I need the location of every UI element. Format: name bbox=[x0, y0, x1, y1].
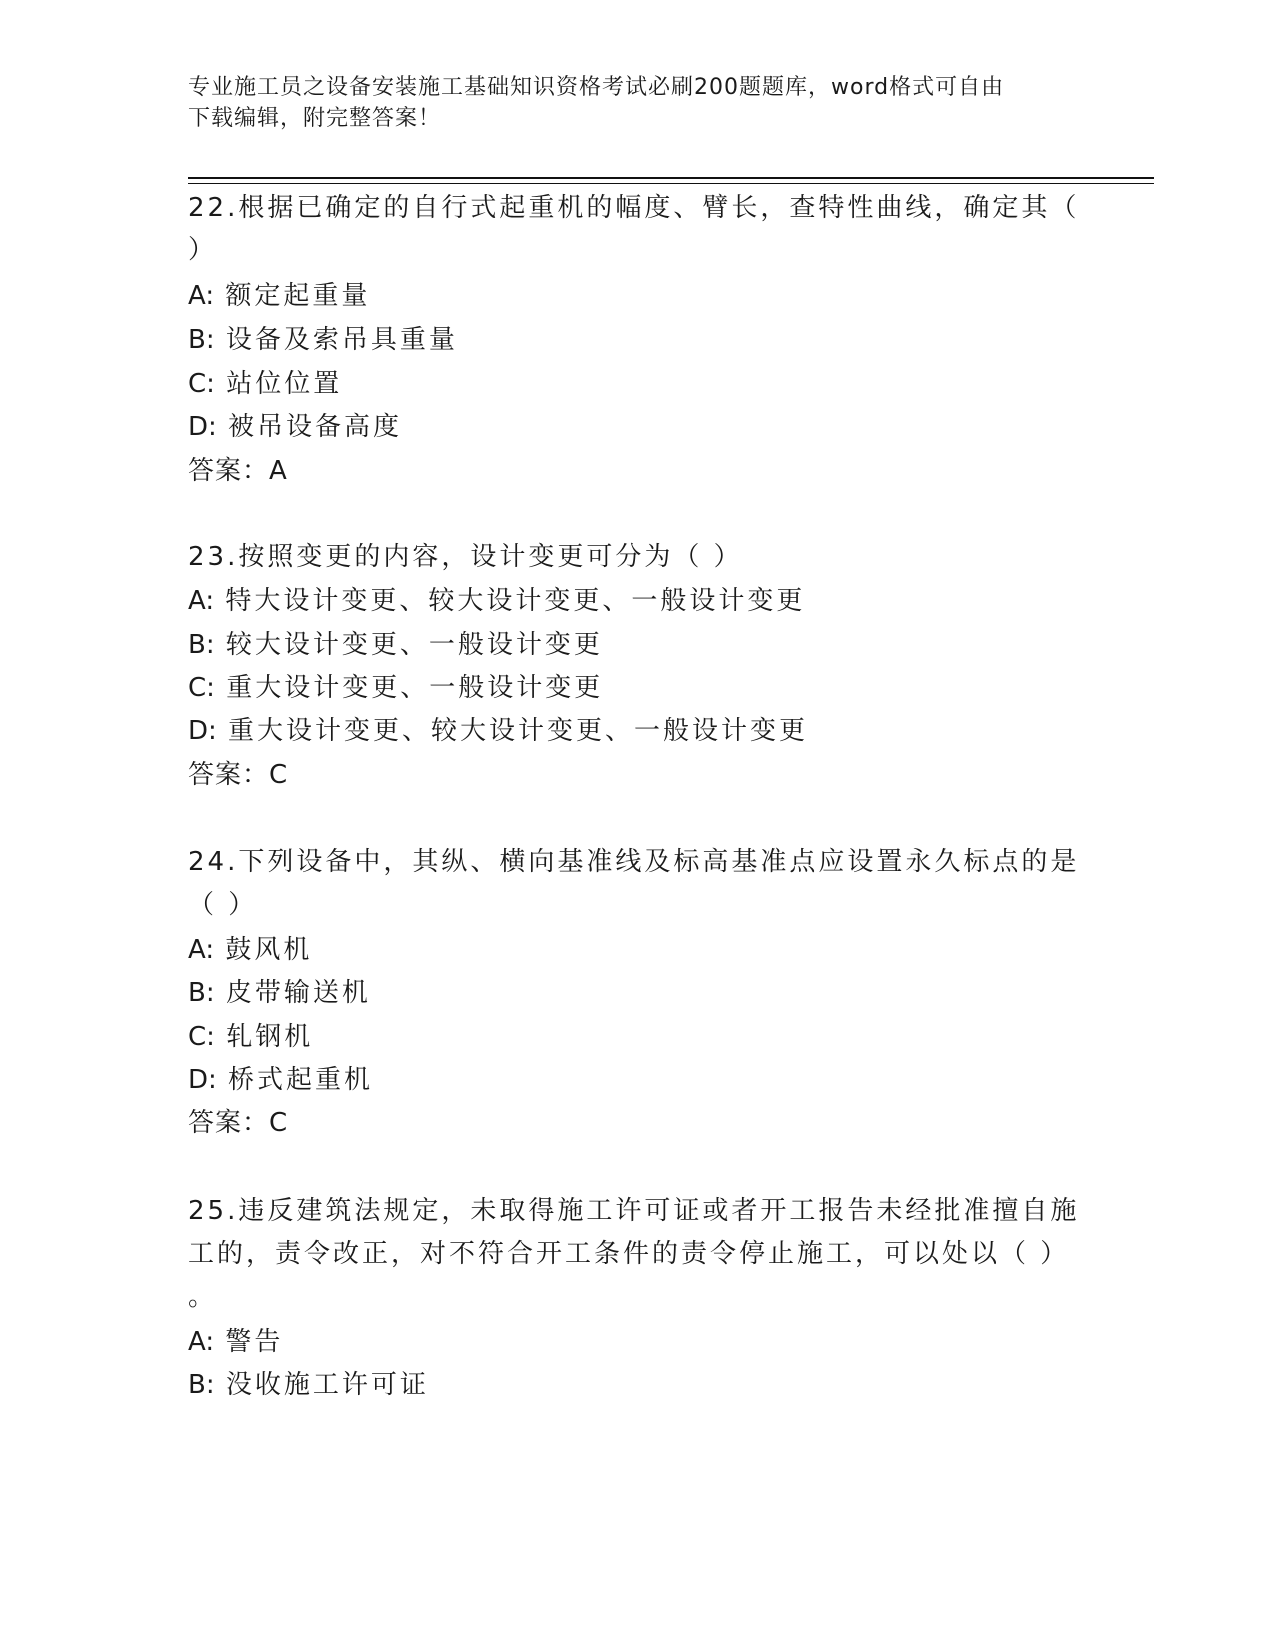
question-22-option-b bbox=[188, 324, 458, 356]
question-23-option-b bbox=[188, 629, 603, 661]
question-24-stem-line-1: 24.下列设备中，其纵、横向基准线及标高基准点应设置永久标点的是 bbox=[188, 847, 1080, 877]
document-header bbox=[188, 72, 1088, 134]
option-text: 额定起重量 bbox=[225, 281, 371, 311]
question-24-option-c bbox=[188, 1021, 313, 1053]
option-text: 没收施工许可证 bbox=[225, 1370, 429, 1400]
option-label: B: bbox=[188, 325, 215, 355]
question-22-stem-line-2: ） bbox=[188, 235, 218, 265]
option-label: C: bbox=[188, 369, 215, 399]
question-25-stem-line-1: 25.违反建筑法规定，未取得施工许可证或者开工报告未经批准擅自施 bbox=[188, 1196, 1080, 1226]
question-23-answer: 答案：C bbox=[188, 760, 289, 790]
option-label: D: bbox=[188, 716, 217, 746]
option-text: 警告 bbox=[225, 1327, 284, 1357]
option-label: A: bbox=[188, 281, 215, 311]
option-label: A: bbox=[188, 586, 215, 616]
question-25-option-b bbox=[188, 1369, 429, 1401]
option-label: B: bbox=[188, 978, 215, 1008]
header-divider-thick bbox=[188, 177, 1154, 179]
option-text: 特大设计变更、较大设计变更、一般设计变更 bbox=[225, 586, 806, 616]
option-label: B: bbox=[188, 1370, 215, 1400]
question-25-option-a bbox=[188, 1326, 283, 1358]
question-25-stem-line-2: 工的，责令改正，对不符合开工条件的责令停止施工，可以处以（ ） bbox=[188, 1239, 1070, 1269]
option-text: 鼓风机 bbox=[225, 935, 313, 965]
option-text: 重大设计变更、较大设计变更、一般设计变更 bbox=[228, 716, 809, 746]
option-text: 设备及索吊具重量 bbox=[225, 325, 458, 355]
option-label: D: bbox=[188, 412, 217, 442]
option-text: 被吊设备高度 bbox=[228, 412, 403, 442]
question-23-option-c bbox=[188, 672, 603, 704]
question-24-option-a bbox=[188, 934, 312, 966]
question-23-option-a bbox=[188, 585, 805, 617]
question-24-stem-line-2: （ ） bbox=[188, 890, 258, 920]
option-label: B: bbox=[188, 630, 215, 660]
option-text: 桥式起重机 bbox=[228, 1065, 374, 1095]
question-22-answer: 答案：A bbox=[188, 456, 288, 486]
header-line-1: 专业施工员之设备安装施工基础知识资格考试必刷200题题库，word格式可自由 bbox=[188, 75, 1005, 100]
question-23-option-d bbox=[188, 715, 808, 747]
question-22-option-d bbox=[188, 411, 402, 443]
header-line-2: 下载编辑，附完整答案！ bbox=[188, 106, 442, 131]
option-text: 轧钢机 bbox=[226, 1022, 314, 1052]
header-divider-thin bbox=[188, 183, 1154, 184]
option-text: 较大设计变更、一般设计变更 bbox=[225, 630, 603, 660]
option-label: C: bbox=[188, 1022, 215, 1052]
option-label: C: bbox=[188, 673, 215, 703]
question-24-answer: 答案：C bbox=[188, 1108, 289, 1138]
question-24-option-d bbox=[188, 1064, 373, 1096]
question-22-option-a bbox=[188, 280, 370, 312]
option-text: 站位位置 bbox=[226, 369, 343, 399]
question-23-stem-line-1: 23.按照变更的内容，设计变更可分为（ ） bbox=[188, 542, 743, 572]
option-text: 皮带输送机 bbox=[225, 978, 371, 1008]
option-label: A: bbox=[188, 1327, 215, 1357]
option-text: 重大设计变更、一般设计变更 bbox=[226, 673, 604, 703]
question-25-stem-line-3: 。 bbox=[188, 1282, 218, 1312]
option-label: A: bbox=[188, 935, 215, 965]
question-22-option-c bbox=[188, 368, 342, 400]
option-label: D: bbox=[188, 1065, 217, 1095]
question-24-option-b bbox=[188, 977, 371, 1009]
question-22-stem-line-1: 22.根据已确定的自行式起重机的幅度、臂长，查特性曲线，确定其（ bbox=[188, 193, 1080, 223]
